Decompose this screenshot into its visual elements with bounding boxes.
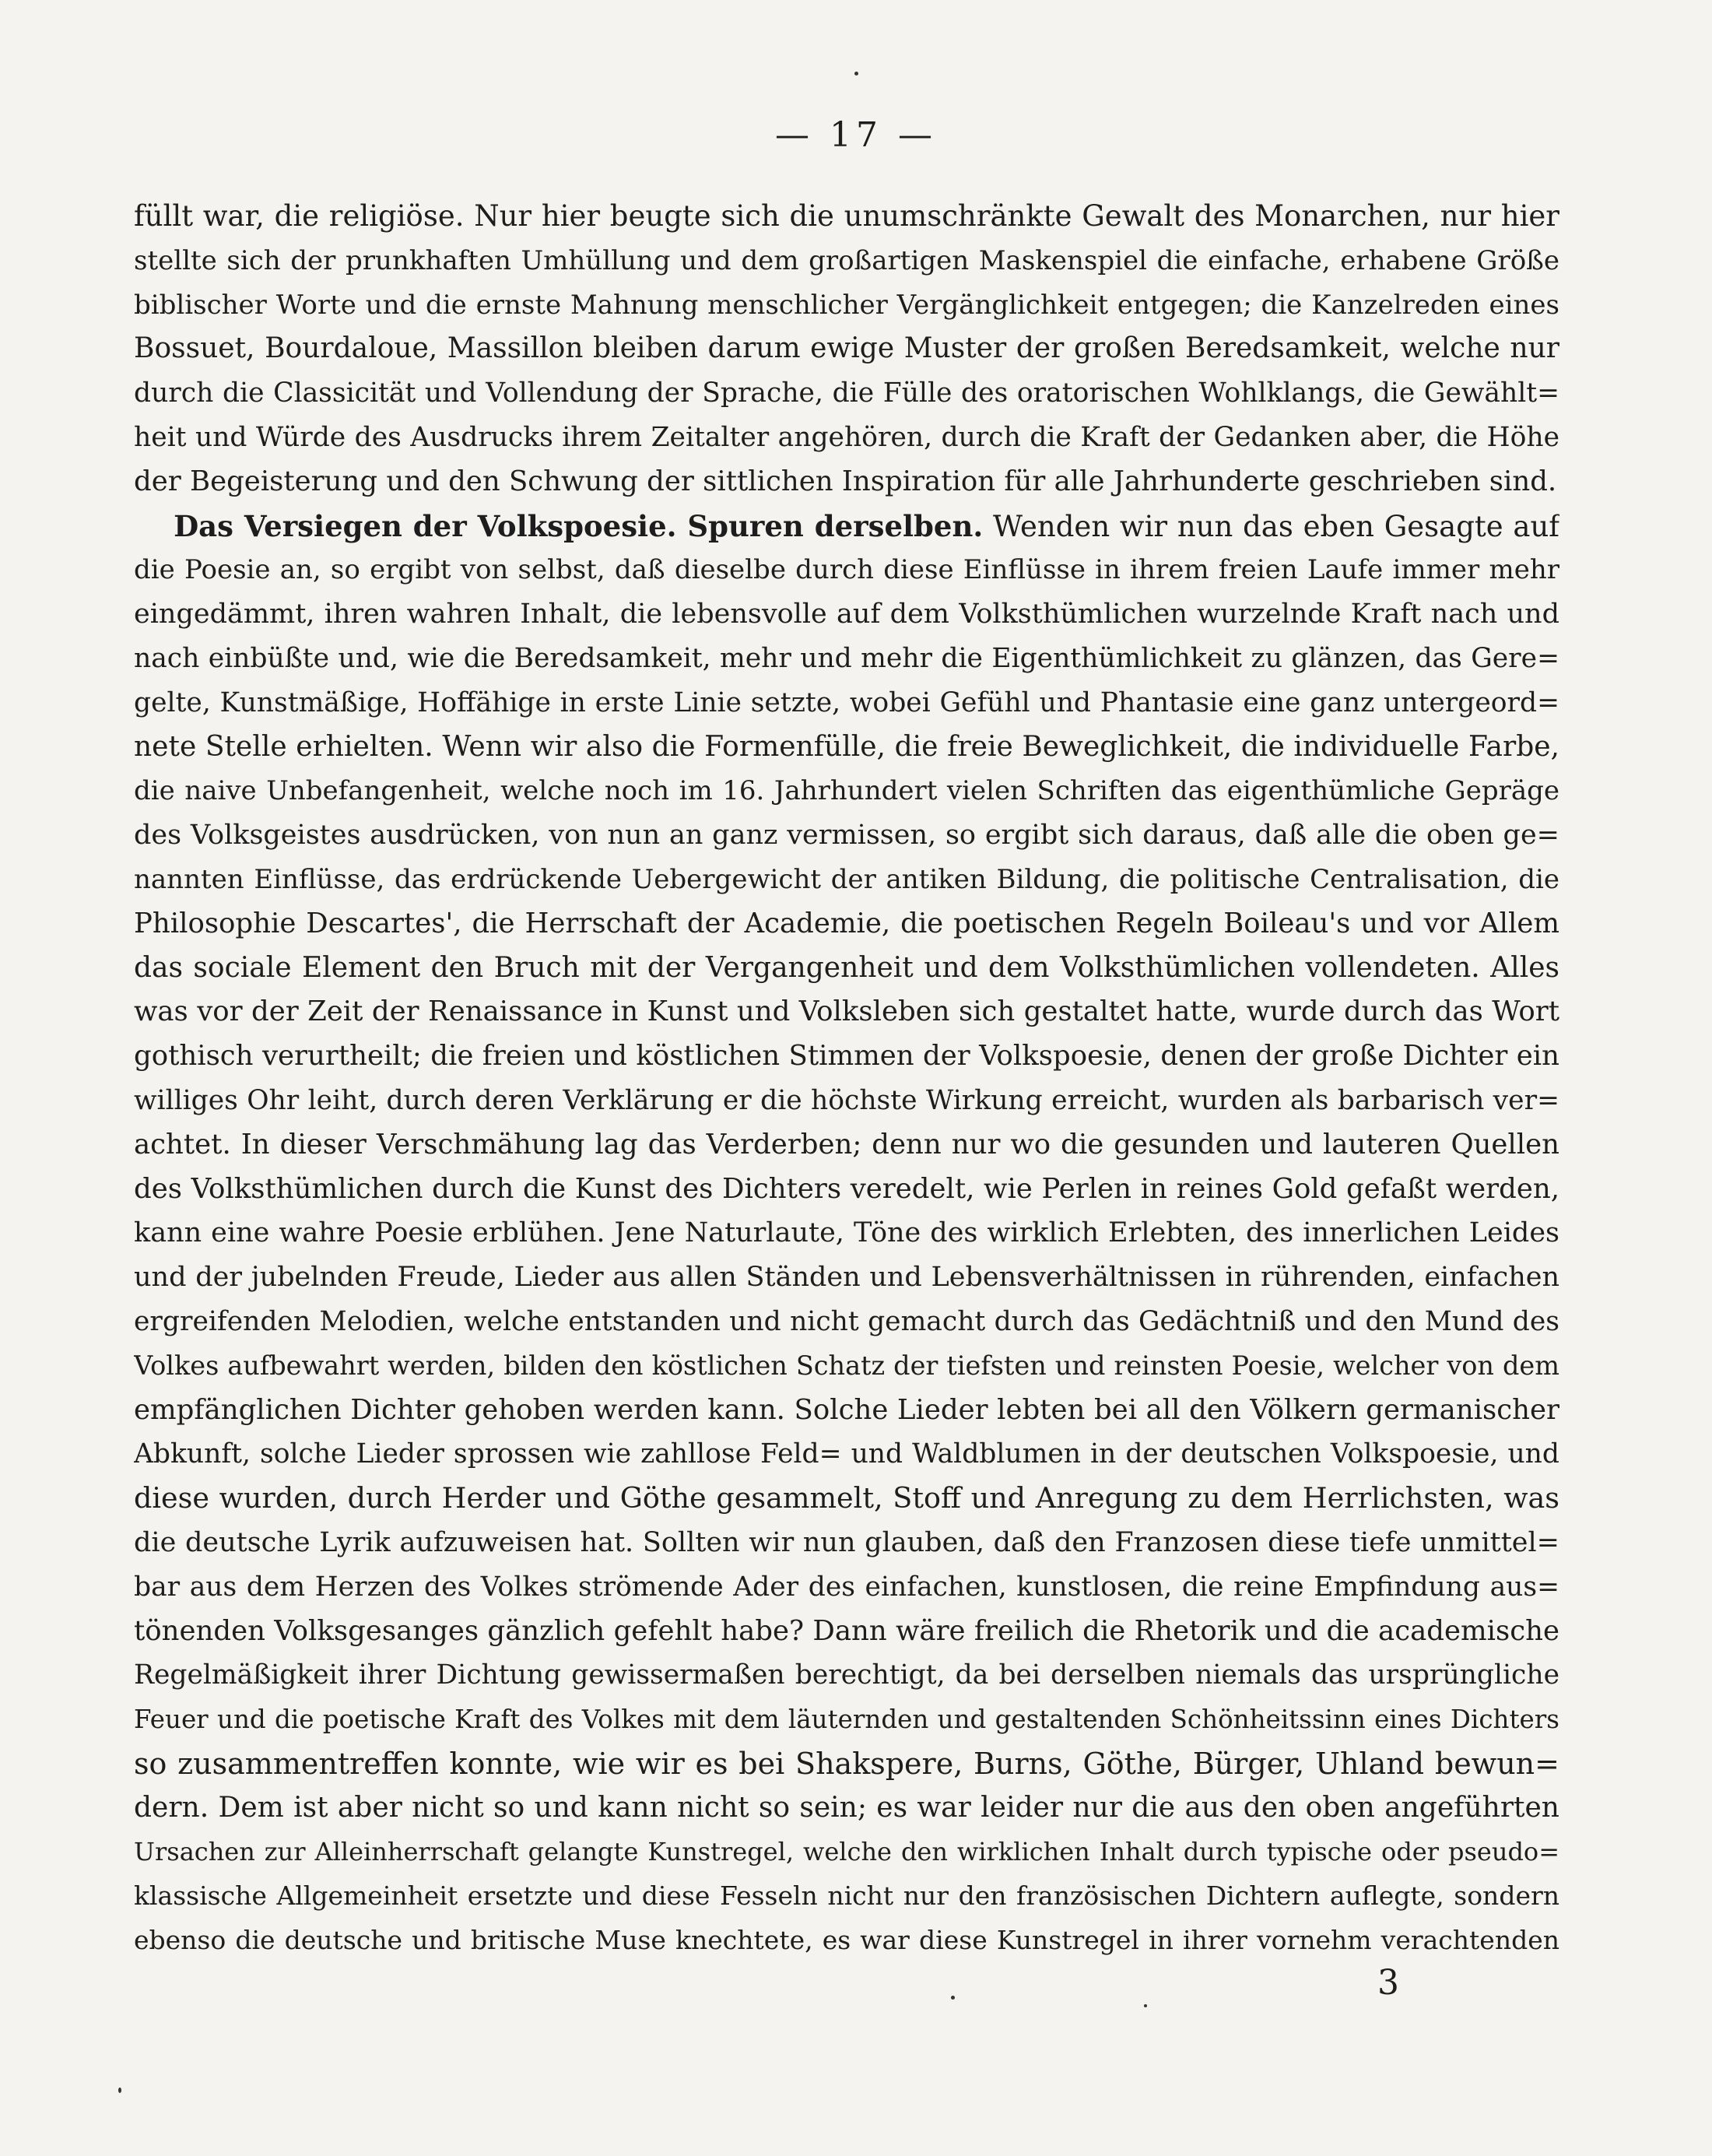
text-line: dern. Dem ist aber nicht so und kann nicht so sein; es war leider nur die aus den oben angeführten [134, 1791, 1559, 1824]
text-line: durch die Classicität und Vollendung der Sprache, die Fülle des oratorischen Wohlklangs, die Gewählt= [134, 377, 1559, 409]
text-line: des Volksgeistes ausdrücken, von nun an ganz vermissen, so ergibt sich daraus, daß alle die oben ge= [134, 820, 1559, 852]
text-line: heit und Würde des Ausdrucks ihrem Zeitalter angehören, durch die Kraft der Gedanken aber, die Höhe [134, 421, 1559, 453]
text-line: stellte sich der prunkhaften Umhüllung und dem großartigen Maskenspiel die einfache, erhabene Größe [134, 244, 1559, 276]
text-line: die Poesie an, so ergibt von selbst, daß dieselbe durch diese Einflüsse in ihrem freien Laufe immer mehr [134, 554, 1559, 586]
text-line: Abkunft, solche Lieder sprossen wie zahllose Feld= und Waldblumen in der deutschen Volkspoesie, und [134, 1438, 1559, 1470]
print-speck [1144, 2004, 1147, 2007]
text-line: Regelmäßigkeit ihrer Dichtung gewissermaßen berechtigt, da bei derselben niemals das ursprüngliche [134, 1659, 1559, 1691]
text-line: das sociale Element den Bruch mit der Vergangenheit und dem Volksthümlichen vollendeten. Alles [134, 951, 1559, 984]
text-line: tönenden Volksgesanges gänzlich gefehlt habe? Dann wäre freilich die Rhetorik und die academische [134, 1614, 1559, 1647]
text-line: so zusammentreffen konnte, wie wir es bei Shakspere, Burns, Göthe, Bürger, Uhland bewun= [134, 1746, 1559, 1781]
print-speck [951, 1996, 955, 2000]
section-heading: Das Versiegen der Volkspoesie. Spuren derselben. [174, 508, 984, 543]
text-line: achtet. In dieser Verschmähung lag das Verderben; denn nur wo die gesunden und lauteren Quellen [134, 1128, 1559, 1161]
text-line: gelte, Kunstmäßige, Hoffähige in erste Linie setzte, wobei Gefühl und Phantasie eine ganz untergeord= [134, 686, 1559, 718]
text-line: Volkes aufbewahrt werden, bilden den köstlichen Schatz der tiefsten und reinsten Poesie, welcher von dem [134, 1350, 1559, 1381]
section-heading-line [134, 504, 1559, 549]
text-line: Bossuet, Bourdaloue, Massillon bleiben darum ewige Muster der großen Beredsamkeit, welche nur [134, 332, 1559, 365]
text-line: die naive Unbefangenheit, welche noch im 16. Jahrhundert vielen Schriften das eigenthümliche Gepräge [134, 775, 1559, 807]
text-line: williges Ohr leiht, durch deren Verklärung er die höchste Wirkung erreicht, wurden als barbarisch ver= [134, 1084, 1559, 1116]
body-text [134, 195, 1559, 1963]
text-line: ebenso die deutsche und britische Muse knechtete, es war diese Kunstregel in ihrer vornehm verachtenden [134, 1925, 1559, 1956]
text-line: klassische Allgemeinheit ersetzte und diese Fesseln nicht nur den französischen Dichtern auflegte, sondern [134, 1880, 1559, 1912]
text-line: nete Stelle erhielten. Wenn wir also die Formenfülle, die freie Beweglichkeit, die individuelle Farbe, [134, 730, 1559, 763]
text-line: nach einbüßte und, wie die Beredsamkeit, mehr und mehr die Eigenthümlichkeit zu glänzen, das Gere= [134, 642, 1559, 674]
text-line: die deutsche Lyrik aufzuweisen hat. Sollten wir nun glauben, daß den Franzosen diese tiefe unmittel= [134, 1526, 1559, 1558]
text-line: Philosophie Descartes', die Herrschaft der Academie, die poetischen Regeln Boileau's und vor Allem [134, 907, 1559, 939]
text-line: Feuer und die poetische Kraft des Volkes mit dem läuternden und gestaltenden Schönheitssinn eines Dichters [134, 1705, 1559, 1735]
text-line: der Begeisterung und den Schwung der sittlichen Inspiration für alle Jahrhunderte geschrieben sind. [134, 465, 1557, 497]
text-line: biblischer Worte und die ernste Mahnung menschlicher Vergänglichkeit entgegen; die Kanzelreden eines [134, 289, 1559, 321]
heading-line-rest: Wenden wir nun das eben Gesagte auf [993, 509, 1559, 543]
text-line: diese wurden, durch Herder und Göthe gesammelt, Stoff und Anregung zu dem Herrlichsten, was [134, 1481, 1559, 1515]
text-line: gothisch verurtheilt; die freien und köstlichen Stimmen der Volkspoesie, denen der große Dichter ein [134, 1040, 1559, 1073]
print-speck [854, 72, 858, 75]
signature-mark: 3 [1377, 1963, 1399, 2003]
text-line: des Volksthümlichen durch die Kunst des Dichters veredelt, wie Perlen in reines Gold gefaßt werden, [134, 1172, 1559, 1205]
text-line: und der jubelnden Freude, Lieder aus allen Ständen und Lebensverhältnissen in rührenden, einfachen [134, 1262, 1559, 1294]
text-line: nannten Einflüsse, das erdrückende Uebergewicht der antiken Bildung, die politische Centralisation, die [134, 863, 1559, 895]
text-line: empfänglichen Dichter gehoben werden kann. Solche Lieder lebten bei all den Völkern germanischer [134, 1393, 1559, 1426]
text-line: füllt war, die religiöse. Nur hier beugte sich die unumschränkte Gewalt des Monarchen, nur hier [134, 199, 1559, 233]
text-line: kann eine wahre Poesie erblühen. Jene Naturlaute, Töne des wirklich Erlebten, des innerlichen Leides [134, 1217, 1559, 1249]
text-line: bar aus dem Herzen des Volkes strömende Ader des einfachen, kunstlosen, die reine Empfindung aus= [134, 1571, 1559, 1603]
text-line: Ursachen zur Alleinherrschaft gelangte Kunstregel, welche den wirklichen Inhalt durch typische oder pseudo= [134, 1837, 1559, 1867]
text-line: eingedämmt, ihren wahren Inhalt, die lebensvolle auf dem Volksthümlichen wurzelnde Kraft nach und [134, 599, 1559, 630]
text-line: ergreifenden Melodien, welche entstanden und nicht gemacht durch das Gedächtniß und den Mund des [134, 1305, 1559, 1337]
page-number: — 17 — [775, 115, 937, 155]
print-speck [118, 2088, 121, 2093]
text-line: was vor der Zeit der Renaissance in Kunst und Volksleben sich gestaltet hatte, wurde durch das Wort [134, 995, 1559, 1028]
